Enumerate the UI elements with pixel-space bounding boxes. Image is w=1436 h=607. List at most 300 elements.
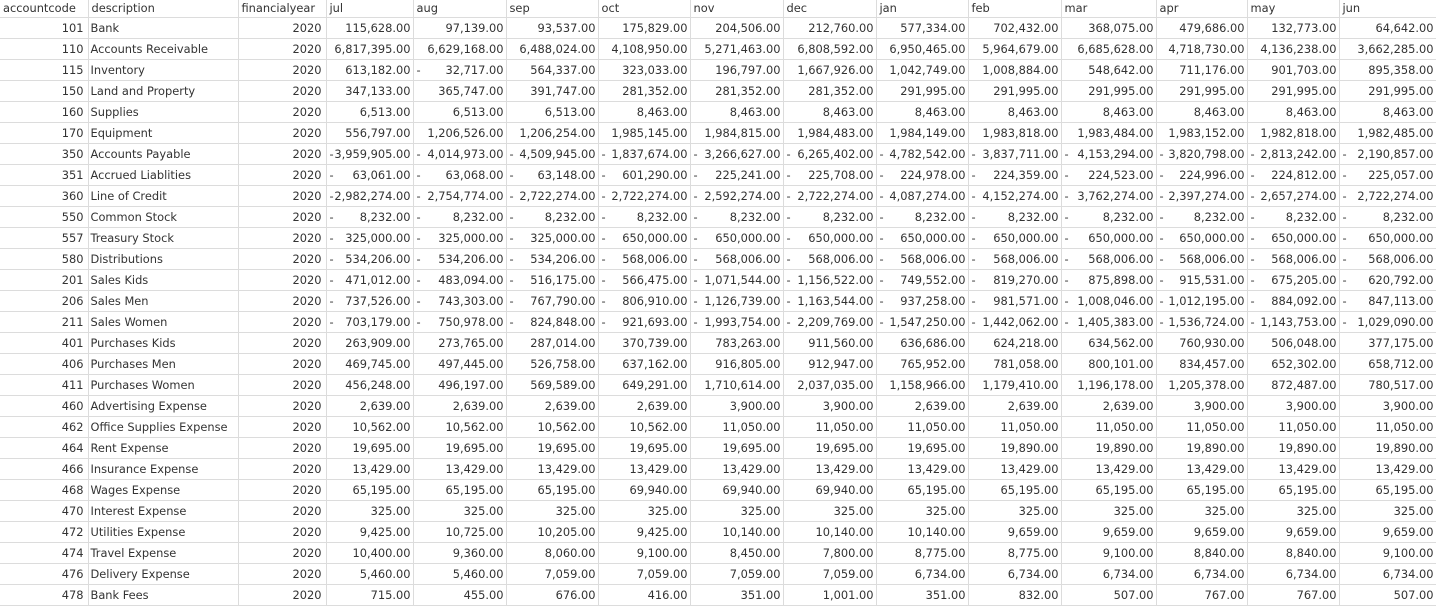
value-cell-apr[interactable]: [1156, 270, 1247, 291]
description-cell[interactable]: Delivery Expense: [88, 564, 238, 585]
value-cell-nov[interactable]: 916,805.00: [690, 354, 783, 375]
value-cell-oct[interactable]: 7,059.00: [598, 564, 690, 585]
description-cell[interactable]: Office Supplies Expense: [88, 417, 238, 438]
value-cell-jun[interactable]: 64,642.00: [1339, 18, 1436, 39]
value-cell-oct[interactable]: [598, 186, 690, 207]
value-cell-may[interactable]: 3,900.00: [1247, 396, 1339, 417]
value-cell-aug[interactable]: 1,206,526.00: [413, 123, 506, 144]
accountcode-cell[interactable]: 476: [0, 564, 88, 585]
value-cell-jun[interactable]: 895,358.00: [1339, 60, 1436, 81]
value-cell-may[interactable]: [1247, 228, 1339, 249]
value-cell-nov[interactable]: 783,263.00: [690, 333, 783, 354]
accountcode-cell[interactable]: 472: [0, 522, 88, 543]
value-cell-jan[interactable]: [876, 186, 968, 207]
value-cell-jan[interactable]: 577,334.00: [876, 18, 968, 39]
value-cell-oct[interactable]: 175,829.00: [598, 18, 690, 39]
financialyear-cell[interactable]: 2020: [238, 81, 326, 102]
value-cell-aug[interactable]: [413, 228, 506, 249]
value-cell-aug[interactable]: 9,360.00: [413, 543, 506, 564]
value-cell-oct[interactable]: 637,162.00: [598, 354, 690, 375]
financialyear-cell[interactable]: 2020: [238, 585, 326, 606]
value-cell-nov[interactable]: [690, 144, 783, 165]
value-cell-oct[interactable]: 19,695.00: [598, 438, 690, 459]
value-cell-feb[interactable]: 9,659.00: [968, 522, 1061, 543]
value-cell-oct[interactable]: [598, 270, 690, 291]
value-cell-mar[interactable]: [1061, 165, 1156, 186]
value-cell-feb[interactable]: [968, 291, 1061, 312]
column-header-description[interactable]: description: [88, 0, 238, 18]
value-cell-jun[interactable]: 65,195.00: [1339, 480, 1436, 501]
value-cell-mar[interactable]: 13,429.00: [1061, 459, 1156, 480]
value-cell-dec[interactable]: 13,429.00: [783, 459, 876, 480]
value-cell-may[interactable]: 901,703.00: [1247, 60, 1339, 81]
accountcode-cell[interactable]: 550: [0, 207, 88, 228]
value-cell-apr[interactable]: 11,050.00: [1156, 417, 1247, 438]
value-cell-apr[interactable]: 834,457.00: [1156, 354, 1247, 375]
value-cell-aug[interactable]: [413, 207, 506, 228]
value-cell-dec[interactable]: [783, 228, 876, 249]
value-cell-may[interactable]: 325.00: [1247, 501, 1339, 522]
value-cell-jun[interactable]: 291,995.00: [1339, 81, 1436, 102]
accountcode-cell[interactable]: 160: [0, 102, 88, 123]
accountcode-cell[interactable]: 466: [0, 459, 88, 480]
value-cell-sep[interactable]: 8,060.00: [506, 543, 598, 564]
value-cell-mar[interactable]: 368,075.00: [1061, 18, 1156, 39]
value-cell-jun[interactable]: 1,982,485.00: [1339, 123, 1436, 144]
value-cell-jul[interactable]: [326, 312, 413, 333]
value-cell-jul[interactable]: [326, 291, 413, 312]
value-cell-jul[interactable]: [326, 270, 413, 291]
accountcode-cell[interactable]: 115: [0, 60, 88, 81]
accountcode-cell[interactable]: 201: [0, 270, 88, 291]
value-cell-aug[interactable]: [413, 291, 506, 312]
value-cell-apr[interactable]: [1156, 144, 1247, 165]
value-cell-sep[interactable]: 325.00: [506, 501, 598, 522]
value-cell-nov[interactable]: [690, 165, 783, 186]
value-cell-aug[interactable]: 13,429.00: [413, 459, 506, 480]
value-cell-aug[interactable]: 365,747.00: [413, 81, 506, 102]
value-cell-mar[interactable]: 9,100.00: [1061, 543, 1156, 564]
description-cell[interactable]: Inventory: [88, 60, 238, 81]
value-cell-mar[interactable]: [1061, 207, 1156, 228]
description-cell[interactable]: Purchases Kids: [88, 333, 238, 354]
value-cell-jun[interactable]: [1339, 249, 1436, 270]
value-cell-nov[interactable]: [690, 207, 783, 228]
value-cell-may[interactable]: 19,890.00: [1247, 438, 1339, 459]
financialyear-cell[interactable]: 2020: [238, 270, 326, 291]
value-cell-oct[interactable]: 2,639.00: [598, 396, 690, 417]
column-header-jan[interactable]: jan: [876, 0, 968, 18]
description-cell[interactable]: Purchases Women: [88, 375, 238, 396]
value-cell-apr[interactable]: 8,840.00: [1156, 543, 1247, 564]
value-cell-feb[interactable]: [968, 165, 1061, 186]
value-cell-jan[interactable]: [876, 249, 968, 270]
value-cell-may[interactable]: 132,773.00: [1247, 18, 1339, 39]
value-cell-aug[interactable]: [413, 165, 506, 186]
description-cell[interactable]: Line of Credit: [88, 186, 238, 207]
financialyear-cell[interactable]: 2020: [238, 333, 326, 354]
value-cell-feb[interactable]: [968, 270, 1061, 291]
value-cell-may[interactable]: 767.00: [1247, 585, 1339, 606]
value-cell-jan[interactable]: [876, 165, 968, 186]
value-cell-nov[interactable]: 325.00: [690, 501, 783, 522]
accountcode-cell[interactable]: 350: [0, 144, 88, 165]
value-cell-nov[interactable]: 196,797.00: [690, 60, 783, 81]
value-cell-feb[interactable]: 624,218.00: [968, 333, 1061, 354]
value-cell-jan[interactable]: [876, 291, 968, 312]
description-cell[interactable]: Sales Women: [88, 312, 238, 333]
value-cell-nov[interactable]: 3,900.00: [690, 396, 783, 417]
value-cell-mar[interactable]: 507.00: [1061, 585, 1156, 606]
description-cell[interactable]: Accounts Receivable: [88, 39, 238, 60]
accountcode-cell[interactable]: 401: [0, 333, 88, 354]
value-cell-dec[interactable]: [783, 207, 876, 228]
value-cell-jan[interactable]: [876, 312, 968, 333]
value-cell-sep[interactable]: 564,337.00: [506, 60, 598, 81]
value-cell-mar[interactable]: [1061, 291, 1156, 312]
value-cell-jan[interactable]: 13,429.00: [876, 459, 968, 480]
value-cell-nov[interactable]: 204,506.00: [690, 18, 783, 39]
accountcode-cell[interactable]: 462: [0, 417, 88, 438]
value-cell-may[interactable]: [1247, 207, 1339, 228]
value-cell-apr[interactable]: 760,930.00: [1156, 333, 1247, 354]
value-cell-dec[interactable]: 1,667,926.00: [783, 60, 876, 81]
value-cell-dec[interactable]: [783, 270, 876, 291]
value-cell-sep[interactable]: [506, 165, 598, 186]
value-cell-may[interactable]: [1247, 312, 1339, 333]
value-cell-jun[interactable]: 780,517.00: [1339, 375, 1436, 396]
financialyear-cell[interactable]: 2020: [238, 480, 326, 501]
value-cell-jun[interactable]: 9,659.00: [1339, 522, 1436, 543]
value-cell-aug[interactable]: 6,513.00: [413, 102, 506, 123]
value-cell-feb[interactable]: 781,058.00: [968, 354, 1061, 375]
value-cell-dec[interactable]: 11,050.00: [783, 417, 876, 438]
value-cell-jan[interactable]: 6,950,465.00: [876, 39, 968, 60]
value-cell-jan[interactable]: 2,639.00: [876, 396, 968, 417]
value-cell-apr[interactable]: 3,900.00: [1156, 396, 1247, 417]
financialyear-cell[interactable]: 2020: [238, 375, 326, 396]
value-cell-sep[interactable]: 10,562.00: [506, 417, 598, 438]
value-cell-oct[interactable]: [598, 312, 690, 333]
value-cell-apr[interactable]: 65,195.00: [1156, 480, 1247, 501]
value-cell-apr[interactable]: 19,890.00: [1156, 438, 1247, 459]
description-cell[interactable]: Accounts Payable: [88, 144, 238, 165]
value-cell-jul[interactable]: 325.00: [326, 501, 413, 522]
value-cell-jun[interactable]: 325.00: [1339, 501, 1436, 522]
value-cell-oct[interactable]: 325.00: [598, 501, 690, 522]
value-cell-dec[interactable]: 3,900.00: [783, 396, 876, 417]
financialyear-cell[interactable]: 2020: [238, 207, 326, 228]
value-cell-oct[interactable]: 13,429.00: [598, 459, 690, 480]
value-cell-jun[interactable]: 13,429.00: [1339, 459, 1436, 480]
value-cell-jul[interactable]: 456,248.00: [326, 375, 413, 396]
value-cell-feb[interactable]: 1,179,410.00: [968, 375, 1061, 396]
value-cell-nov[interactable]: 10,140.00: [690, 522, 783, 543]
value-cell-jul[interactable]: 19,695.00: [326, 438, 413, 459]
value-cell-oct[interactable]: 281,352.00: [598, 81, 690, 102]
value-cell-aug[interactable]: [413, 144, 506, 165]
value-cell-mar[interactable]: 325.00: [1061, 501, 1156, 522]
value-cell-sep[interactable]: 93,537.00: [506, 18, 598, 39]
value-cell-apr[interactable]: 6,734.00: [1156, 564, 1247, 585]
description-cell[interactable]: Supplies: [88, 102, 238, 123]
value-cell-dec[interactable]: 7,059.00: [783, 564, 876, 585]
column-header-mar[interactable]: mar: [1061, 0, 1156, 18]
accountcode-cell[interactable]: 580: [0, 249, 88, 270]
value-cell-oct[interactable]: 649,291.00: [598, 375, 690, 396]
value-cell-feb[interactable]: 832.00: [968, 585, 1061, 606]
value-cell-apr[interactable]: 1,983,152.00: [1156, 123, 1247, 144]
value-cell-feb[interactable]: [968, 144, 1061, 165]
financialyear-cell[interactable]: 2020: [238, 438, 326, 459]
value-cell-jun[interactable]: [1339, 207, 1436, 228]
value-cell-aug[interactable]: 273,765.00: [413, 333, 506, 354]
value-cell-jul[interactable]: 13,429.00: [326, 459, 413, 480]
value-cell-jan[interactable]: 325.00: [876, 501, 968, 522]
value-cell-jan[interactable]: 10,140.00: [876, 522, 968, 543]
financialyear-cell[interactable]: 2020: [238, 543, 326, 564]
column-header-sep[interactable]: sep: [506, 0, 598, 18]
value-cell-nov[interactable]: 19,695.00: [690, 438, 783, 459]
financialyear-cell[interactable]: 2020: [238, 291, 326, 312]
value-cell-aug[interactable]: [413, 249, 506, 270]
value-cell-oct[interactable]: [598, 291, 690, 312]
value-cell-sep[interactable]: [506, 228, 598, 249]
value-cell-dec[interactable]: 6,808,592.00: [783, 39, 876, 60]
value-cell-dec[interactable]: 281,352.00: [783, 81, 876, 102]
value-cell-jan[interactable]: 19,695.00: [876, 438, 968, 459]
value-cell-feb[interactable]: 65,195.00: [968, 480, 1061, 501]
column-header-accountcode[interactable]: accountcode: [0, 0, 88, 18]
value-cell-dec[interactable]: 1,984,483.00: [783, 123, 876, 144]
value-cell-jun[interactable]: [1339, 186, 1436, 207]
value-cell-dec[interactable]: 2,037,035.00: [783, 375, 876, 396]
financialyear-cell[interactable]: 2020: [238, 249, 326, 270]
value-cell-jul[interactable]: [326, 207, 413, 228]
value-cell-aug[interactable]: 497,445.00: [413, 354, 506, 375]
value-cell-jun[interactable]: [1339, 165, 1436, 186]
value-cell-apr[interactable]: [1156, 165, 1247, 186]
accountcode-cell[interactable]: 206: [0, 291, 88, 312]
value-cell-jun[interactable]: [1339, 228, 1436, 249]
value-cell-dec[interactable]: [783, 186, 876, 207]
value-cell-jun[interactable]: 19,890.00: [1339, 438, 1436, 459]
value-cell-jul[interactable]: [326, 186, 413, 207]
value-cell-jun[interactable]: 658,712.00: [1339, 354, 1436, 375]
value-cell-sep[interactable]: 19,695.00: [506, 438, 598, 459]
column-header-jul[interactable]: jul: [326, 0, 413, 18]
value-cell-feb[interactable]: 291,995.00: [968, 81, 1061, 102]
value-cell-jan[interactable]: 636,686.00: [876, 333, 968, 354]
value-cell-mar[interactable]: 6,685,628.00: [1061, 39, 1156, 60]
value-cell-nov[interactable]: 8,450.00: [690, 543, 783, 564]
financialyear-cell[interactable]: 2020: [238, 417, 326, 438]
value-cell-feb[interactable]: 19,890.00: [968, 438, 1061, 459]
value-cell-aug[interactable]: 455.00: [413, 585, 506, 606]
value-cell-nov[interactable]: [690, 270, 783, 291]
value-cell-jan[interactable]: 65,195.00: [876, 480, 968, 501]
value-cell-sep[interactable]: 676.00: [506, 585, 598, 606]
value-cell-sep[interactable]: 2,639.00: [506, 396, 598, 417]
value-cell-mar[interactable]: 6,734.00: [1061, 564, 1156, 585]
value-cell-mar[interactable]: 291,995.00: [1061, 81, 1156, 102]
value-cell-mar[interactable]: 800,101.00: [1061, 354, 1156, 375]
value-cell-jul[interactable]: 10,400.00: [326, 543, 413, 564]
accountcode-cell[interactable]: 360: [0, 186, 88, 207]
value-cell-jul[interactable]: 9,425.00: [326, 522, 413, 543]
value-cell-jan[interactable]: 1,158,966.00: [876, 375, 968, 396]
value-cell-jan[interactable]: 765,952.00: [876, 354, 968, 375]
value-cell-jan[interactable]: [876, 228, 968, 249]
value-cell-mar[interactable]: 1,983,484.00: [1061, 123, 1156, 144]
value-cell-nov[interactable]: 1,710,614.00: [690, 375, 783, 396]
value-cell-jul[interactable]: 5,460.00: [326, 564, 413, 585]
value-cell-feb[interactable]: 6,734.00: [968, 564, 1061, 585]
value-cell-jan[interactable]: 6,734.00: [876, 564, 968, 585]
value-cell-oct[interactable]: 4,108,950.00: [598, 39, 690, 60]
value-cell-aug[interactable]: 5,460.00: [413, 564, 506, 585]
value-cell-apr[interactable]: 1,205,378.00: [1156, 375, 1247, 396]
value-cell-may[interactable]: 291,995.00: [1247, 81, 1339, 102]
value-cell-jun[interactable]: 9,100.00: [1339, 543, 1436, 564]
column-header-dec[interactable]: dec: [783, 0, 876, 18]
value-cell-jul[interactable]: 469,745.00: [326, 354, 413, 375]
value-cell-aug[interactable]: 10,562.00: [413, 417, 506, 438]
value-cell-jun[interactable]: 507.00: [1339, 585, 1436, 606]
value-cell-nov[interactable]: [690, 249, 783, 270]
column-header-financialyear[interactable]: financialyear: [238, 0, 326, 18]
value-cell-aug[interactable]: 6,629,168.00: [413, 39, 506, 60]
value-cell-jun[interactable]: [1339, 144, 1436, 165]
value-cell-feb[interactable]: 8,775.00: [968, 543, 1061, 564]
value-cell-jan[interactable]: 11,050.00: [876, 417, 968, 438]
value-cell-dec[interactable]: 325.00: [783, 501, 876, 522]
value-cell-aug[interactable]: [413, 312, 506, 333]
value-cell-jul[interactable]: 347,133.00: [326, 81, 413, 102]
value-cell-sep[interactable]: 10,205.00: [506, 522, 598, 543]
value-cell-jan[interactable]: 8,775.00: [876, 543, 968, 564]
value-cell-sep[interactable]: [506, 186, 598, 207]
value-cell-sep[interactable]: [506, 249, 598, 270]
financialyear-cell[interactable]: 2020: [238, 312, 326, 333]
accountcode-cell[interactable]: 351: [0, 165, 88, 186]
value-cell-dec[interactable]: [783, 249, 876, 270]
value-cell-dec[interactable]: 69,940.00: [783, 480, 876, 501]
value-cell-jun[interactable]: 6,734.00: [1339, 564, 1436, 585]
value-cell-mar[interactable]: 65,195.00: [1061, 480, 1156, 501]
accountcode-cell[interactable]: 470: [0, 501, 88, 522]
value-cell-jan[interactable]: 291,995.00: [876, 81, 968, 102]
value-cell-apr[interactable]: 8,463.00: [1156, 102, 1247, 123]
value-cell-dec[interactable]: 8,463.00: [783, 102, 876, 123]
value-cell-nov[interactable]: 13,429.00: [690, 459, 783, 480]
value-cell-jan[interactable]: 1,984,149.00: [876, 123, 968, 144]
value-cell-nov[interactable]: 281,352.00: [690, 81, 783, 102]
value-cell-apr[interactable]: 4,718,730.00: [1156, 39, 1247, 60]
value-cell-feb[interactable]: 1,983,818.00: [968, 123, 1061, 144]
value-cell-apr[interactable]: [1156, 249, 1247, 270]
value-cell-feb[interactable]: 325.00: [968, 501, 1061, 522]
accountcode-cell[interactable]: 170: [0, 123, 88, 144]
value-cell-feb[interactable]: 1,008,884.00: [968, 60, 1061, 81]
financialyear-cell[interactable]: 2020: [238, 522, 326, 543]
value-cell-jun[interactable]: 8,463.00: [1339, 102, 1436, 123]
financialyear-cell[interactable]: 2020: [238, 39, 326, 60]
value-cell-nov[interactable]: [690, 312, 783, 333]
accountcode-cell[interactable]: 101: [0, 18, 88, 39]
accountcode-cell[interactable]: 411: [0, 375, 88, 396]
value-cell-feb[interactable]: [968, 207, 1061, 228]
value-cell-nov[interactable]: 8,463.00: [690, 102, 783, 123]
value-cell-apr[interactable]: 479,686.00: [1156, 18, 1247, 39]
value-cell-nov[interactable]: 351.00: [690, 585, 783, 606]
value-cell-nov[interactable]: 11,050.00: [690, 417, 783, 438]
value-cell-sep[interactable]: 391,747.00: [506, 81, 598, 102]
value-cell-may[interactable]: [1247, 144, 1339, 165]
value-cell-jan[interactable]: 8,463.00: [876, 102, 968, 123]
accountcode-cell[interactable]: 460: [0, 396, 88, 417]
value-cell-dec[interactable]: [783, 291, 876, 312]
value-cell-mar[interactable]: 19,890.00: [1061, 438, 1156, 459]
value-cell-may[interactable]: 872,487.00: [1247, 375, 1339, 396]
value-cell-nov[interactable]: 69,940.00: [690, 480, 783, 501]
value-cell-apr[interactable]: 9,659.00: [1156, 522, 1247, 543]
financialyear-cell[interactable]: 2020: [238, 396, 326, 417]
description-cell[interactable]: Bank: [88, 18, 238, 39]
value-cell-apr[interactable]: [1156, 291, 1247, 312]
value-cell-jul[interactable]: 613,182.00: [326, 60, 413, 81]
value-cell-apr[interactable]: 13,429.00: [1156, 459, 1247, 480]
value-cell-jun[interactable]: [1339, 291, 1436, 312]
description-cell[interactable]: Utilities Expense: [88, 522, 238, 543]
value-cell-jun[interactable]: 377,175.00: [1339, 333, 1436, 354]
value-cell-jun[interactable]: 3,900.00: [1339, 396, 1436, 417]
value-cell-may[interactable]: 4,136,238.00: [1247, 39, 1339, 60]
value-cell-apr[interactable]: 767.00: [1156, 585, 1247, 606]
value-cell-feb[interactable]: 702,432.00: [968, 18, 1061, 39]
value-cell-dec[interactable]: 7,800.00: [783, 543, 876, 564]
value-cell-sep[interactable]: 7,059.00: [506, 564, 598, 585]
financialyear-cell[interactable]: 2020: [238, 564, 326, 585]
value-cell-sep[interactable]: 6,513.00: [506, 102, 598, 123]
accountcode-cell[interactable]: 406: [0, 354, 88, 375]
value-cell-dec[interactable]: 1,001.00: [783, 585, 876, 606]
description-cell[interactable]: Treasury Stock: [88, 228, 238, 249]
description-cell[interactable]: Interest Expense: [88, 501, 238, 522]
value-cell-jan[interactable]: [876, 270, 968, 291]
value-cell-oct[interactable]: 9,425.00: [598, 522, 690, 543]
accountcode-cell[interactable]: 474: [0, 543, 88, 564]
value-cell-feb[interactable]: [968, 228, 1061, 249]
value-cell-may[interactable]: 9,659.00: [1247, 522, 1339, 543]
value-cell-aug[interactable]: 65,195.00: [413, 480, 506, 501]
value-cell-aug[interactable]: [413, 60, 506, 81]
value-cell-apr[interactable]: 711,176.00: [1156, 60, 1247, 81]
value-cell-mar[interactable]: 548,642.00: [1061, 60, 1156, 81]
accountcode-cell[interactable]: 557: [0, 228, 88, 249]
value-cell-jan[interactable]: [876, 207, 968, 228]
column-header-feb[interactable]: feb: [968, 0, 1061, 18]
value-cell-jul[interactable]: 2,639.00: [326, 396, 413, 417]
value-cell-apr[interactable]: [1156, 312, 1247, 333]
value-cell-mar[interactable]: 11,050.00: [1061, 417, 1156, 438]
value-cell-sep[interactable]: [506, 144, 598, 165]
accountcode-cell[interactable]: 464: [0, 438, 88, 459]
value-cell-apr[interactable]: 291,995.00: [1156, 81, 1247, 102]
financialyear-cell[interactable]: 2020: [238, 501, 326, 522]
value-cell-nov[interactable]: 7,059.00: [690, 564, 783, 585]
value-cell-oct[interactable]: 1,985,145.00: [598, 123, 690, 144]
